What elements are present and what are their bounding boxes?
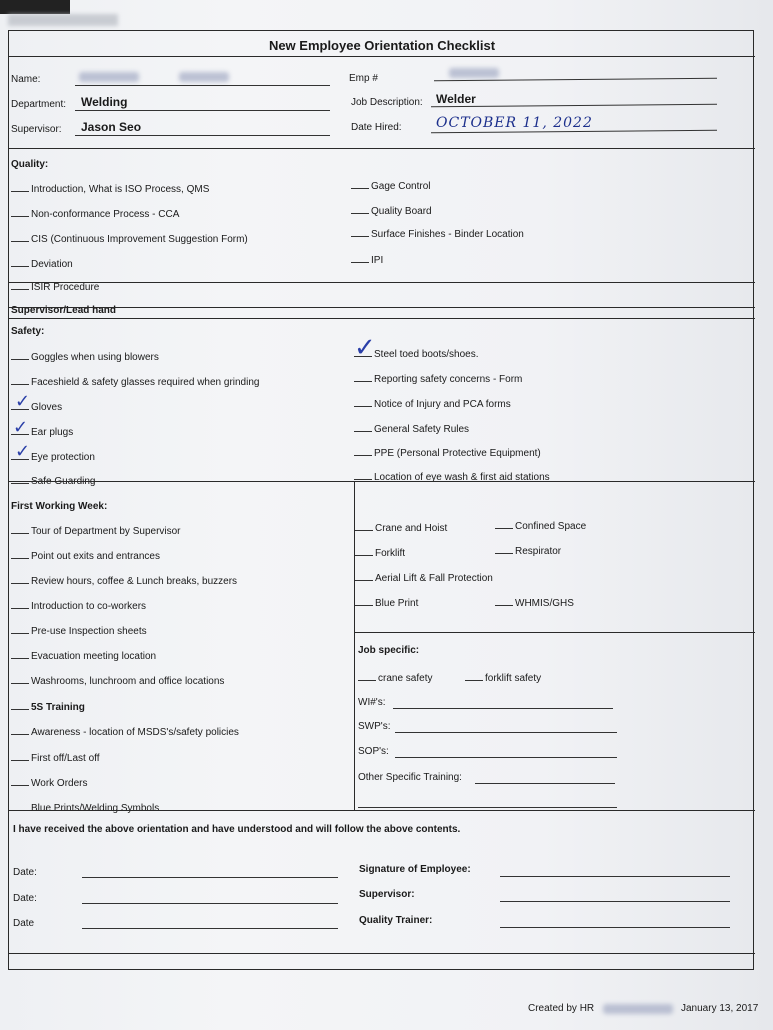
job-specific-heading: Job specific: [358, 645, 420, 656]
divider [9, 148, 755, 149]
checklist-item: Review hours, coffee & Lunch breaks, buzzers [11, 574, 237, 587]
date-hired-label: Date Hired: [351, 122, 402, 133]
divider [9, 953, 755, 954]
checklist-item: Reporting safety concerns - Form [354, 372, 522, 385]
checklist-item: IPI [351, 253, 383, 266]
supervisor-lead-heading: Supervisor/Lead hand [11, 305, 117, 316]
checklist-item: Location of eye wash & first aid stations [354, 470, 550, 483]
checklist-item: PPE (Personal Protective Equipment) [354, 446, 541, 459]
redacted-first-name [79, 72, 139, 82]
divider [9, 481, 755, 482]
checklist-item: Safe Guarding [11, 474, 96, 487]
department-label: Department: [11, 99, 67, 110]
name-label: Name: [11, 74, 41, 85]
checklist-item: Deviation [11, 257, 73, 270]
checklist-item: Crane and Hoist [355, 521, 447, 534]
checklist-item: Washrooms, lunchroom and office locations [11, 674, 224, 687]
checklist-item: Work Orders [11, 776, 88, 789]
corner-logo [0, 0, 70, 14]
checklist-item: Evacuation meeting location [11, 649, 156, 662]
form-title: New Employee Orientation Checklist [9, 31, 755, 57]
wi-label: WI#'s: [358, 697, 386, 708]
redacted-company-name [8, 14, 118, 26]
department-line [75, 110, 330, 111]
divider [9, 810, 755, 811]
supervisor-signature-label: Supervisor: [359, 889, 415, 900]
date-line [82, 877, 338, 878]
checklist-item: Confined Space [495, 519, 586, 532]
employee-signature-label: Signature of Employee: [359, 864, 471, 875]
date-hired-value: OCTOBER 11, 2022 [436, 115, 593, 131]
divider [9, 282, 755, 283]
safety-heading: Safety: [11, 326, 45, 337]
supervisor-line [75, 135, 330, 136]
quality-heading: Quality: [11, 159, 49, 170]
name-line [75, 85, 330, 86]
checklist-item: forklift safety [465, 671, 541, 684]
sop-line [395, 757, 617, 758]
checklist-item: Tour of Department by Supervisor [11, 524, 181, 537]
checklist-item: Eye protection [11, 450, 95, 463]
other-line [475, 783, 615, 784]
wi-line [393, 708, 613, 709]
other-line-2 [358, 807, 617, 808]
checklist-item: Steel toed boots/shoes. [354, 347, 479, 360]
checklist-item: Ear plugs [11, 425, 73, 438]
checklist-item: Blue Print [355, 596, 418, 609]
checklist-item: Introduction, What is ISO Process, QMS [11, 182, 209, 195]
checkmark-icon: ✓ [15, 441, 31, 462]
redacted-hr-name [603, 1004, 673, 1014]
checklist-item: Aerial Lift & Fall Protection [355, 571, 493, 584]
divider [9, 318, 755, 319]
supervisor-signature-line [500, 901, 730, 902]
checklist-item: General Safety Rules [354, 422, 469, 435]
acknowledgement-text: I have received the above orientation and have understood and will follow the above contents. [13, 824, 461, 835]
emp-line [434, 78, 717, 81]
checklist-item: Introduction to co-workers [11, 599, 146, 612]
job-description-label: Job Description: [351, 97, 423, 108]
divider [9, 307, 755, 308]
checkmark-icon: ✓ [13, 417, 29, 438]
date-label: Date: [13, 867, 37, 878]
checklist-item: Awareness - location of MSDS's/safety policies [11, 725, 239, 738]
first-week-heading: First Working Week: [11, 501, 108, 512]
supervisor-value: Jason Seo [81, 120, 142, 134]
checklist-item: Gloves [11, 400, 62, 413]
checkmark-icon: ✓ [354, 333, 376, 363]
date-line [82, 928, 338, 929]
trainer-signature-line [500, 927, 730, 928]
date-label: Date [13, 918, 35, 929]
checklist-item: Gage Control [351, 179, 430, 192]
checklist-item: ISIR Procedure [11, 280, 99, 293]
checklist-item: WHMIS/GHS [495, 596, 574, 609]
checklist-item: crane safety [358, 671, 432, 684]
checklist-item: First off/Last off [11, 751, 100, 764]
checklist-item: Blue Prints/Welding Symbols [11, 801, 159, 814]
trainer-signature-label: Quality Trainer: [359, 915, 433, 926]
checklist-item: Point out exits and entrances [11, 549, 160, 562]
checklist-item: CIS (Continuous Improvement Suggestion Form) [11, 232, 248, 245]
checklist-item: Forklift [355, 546, 405, 559]
employee-signature-line [500, 876, 730, 877]
job-description-value: Welder [436, 92, 476, 106]
date-line [82, 903, 338, 904]
other-training-label: Other Specific Training: [358, 772, 462, 783]
emp-label: Emp # [349, 73, 378, 84]
sop-label: SOP's: [358, 746, 389, 757]
checklist-item: Respirator [495, 544, 561, 557]
checkmark-icon: ✓ [15, 391, 31, 412]
redacted-emp-number [449, 68, 499, 78]
swp-line [395, 732, 617, 733]
swp-label: SWP's: [358, 721, 391, 732]
checklist-item: Surface Finishes - Binder Location [351, 227, 524, 240]
checklist-form [8, 30, 754, 970]
created-by: Created by HR [528, 1003, 595, 1014]
checklist-item: Goggles when using blowers [11, 350, 159, 363]
footer-date: January 13, 2017 [681, 1003, 759, 1014]
date-label: Date: [13, 893, 37, 904]
redacted-last-name [179, 72, 229, 82]
supervisor-label: Supervisor: [11, 124, 62, 135]
checklist-item: Notice of Injury and PCA forms [354, 397, 511, 410]
checklist-item: Faceshield & safety glasses required when grinding [11, 375, 259, 388]
divider [354, 632, 755, 633]
checklist-item: Pre-use Inspection sheets [11, 624, 147, 637]
checklist-item: Quality Board [351, 204, 432, 217]
department-value: Welding [81, 95, 128, 109]
checklist-item: 5S Training [11, 700, 85, 713]
checklist-item: Non-conformance Process - CCA [11, 207, 179, 220]
